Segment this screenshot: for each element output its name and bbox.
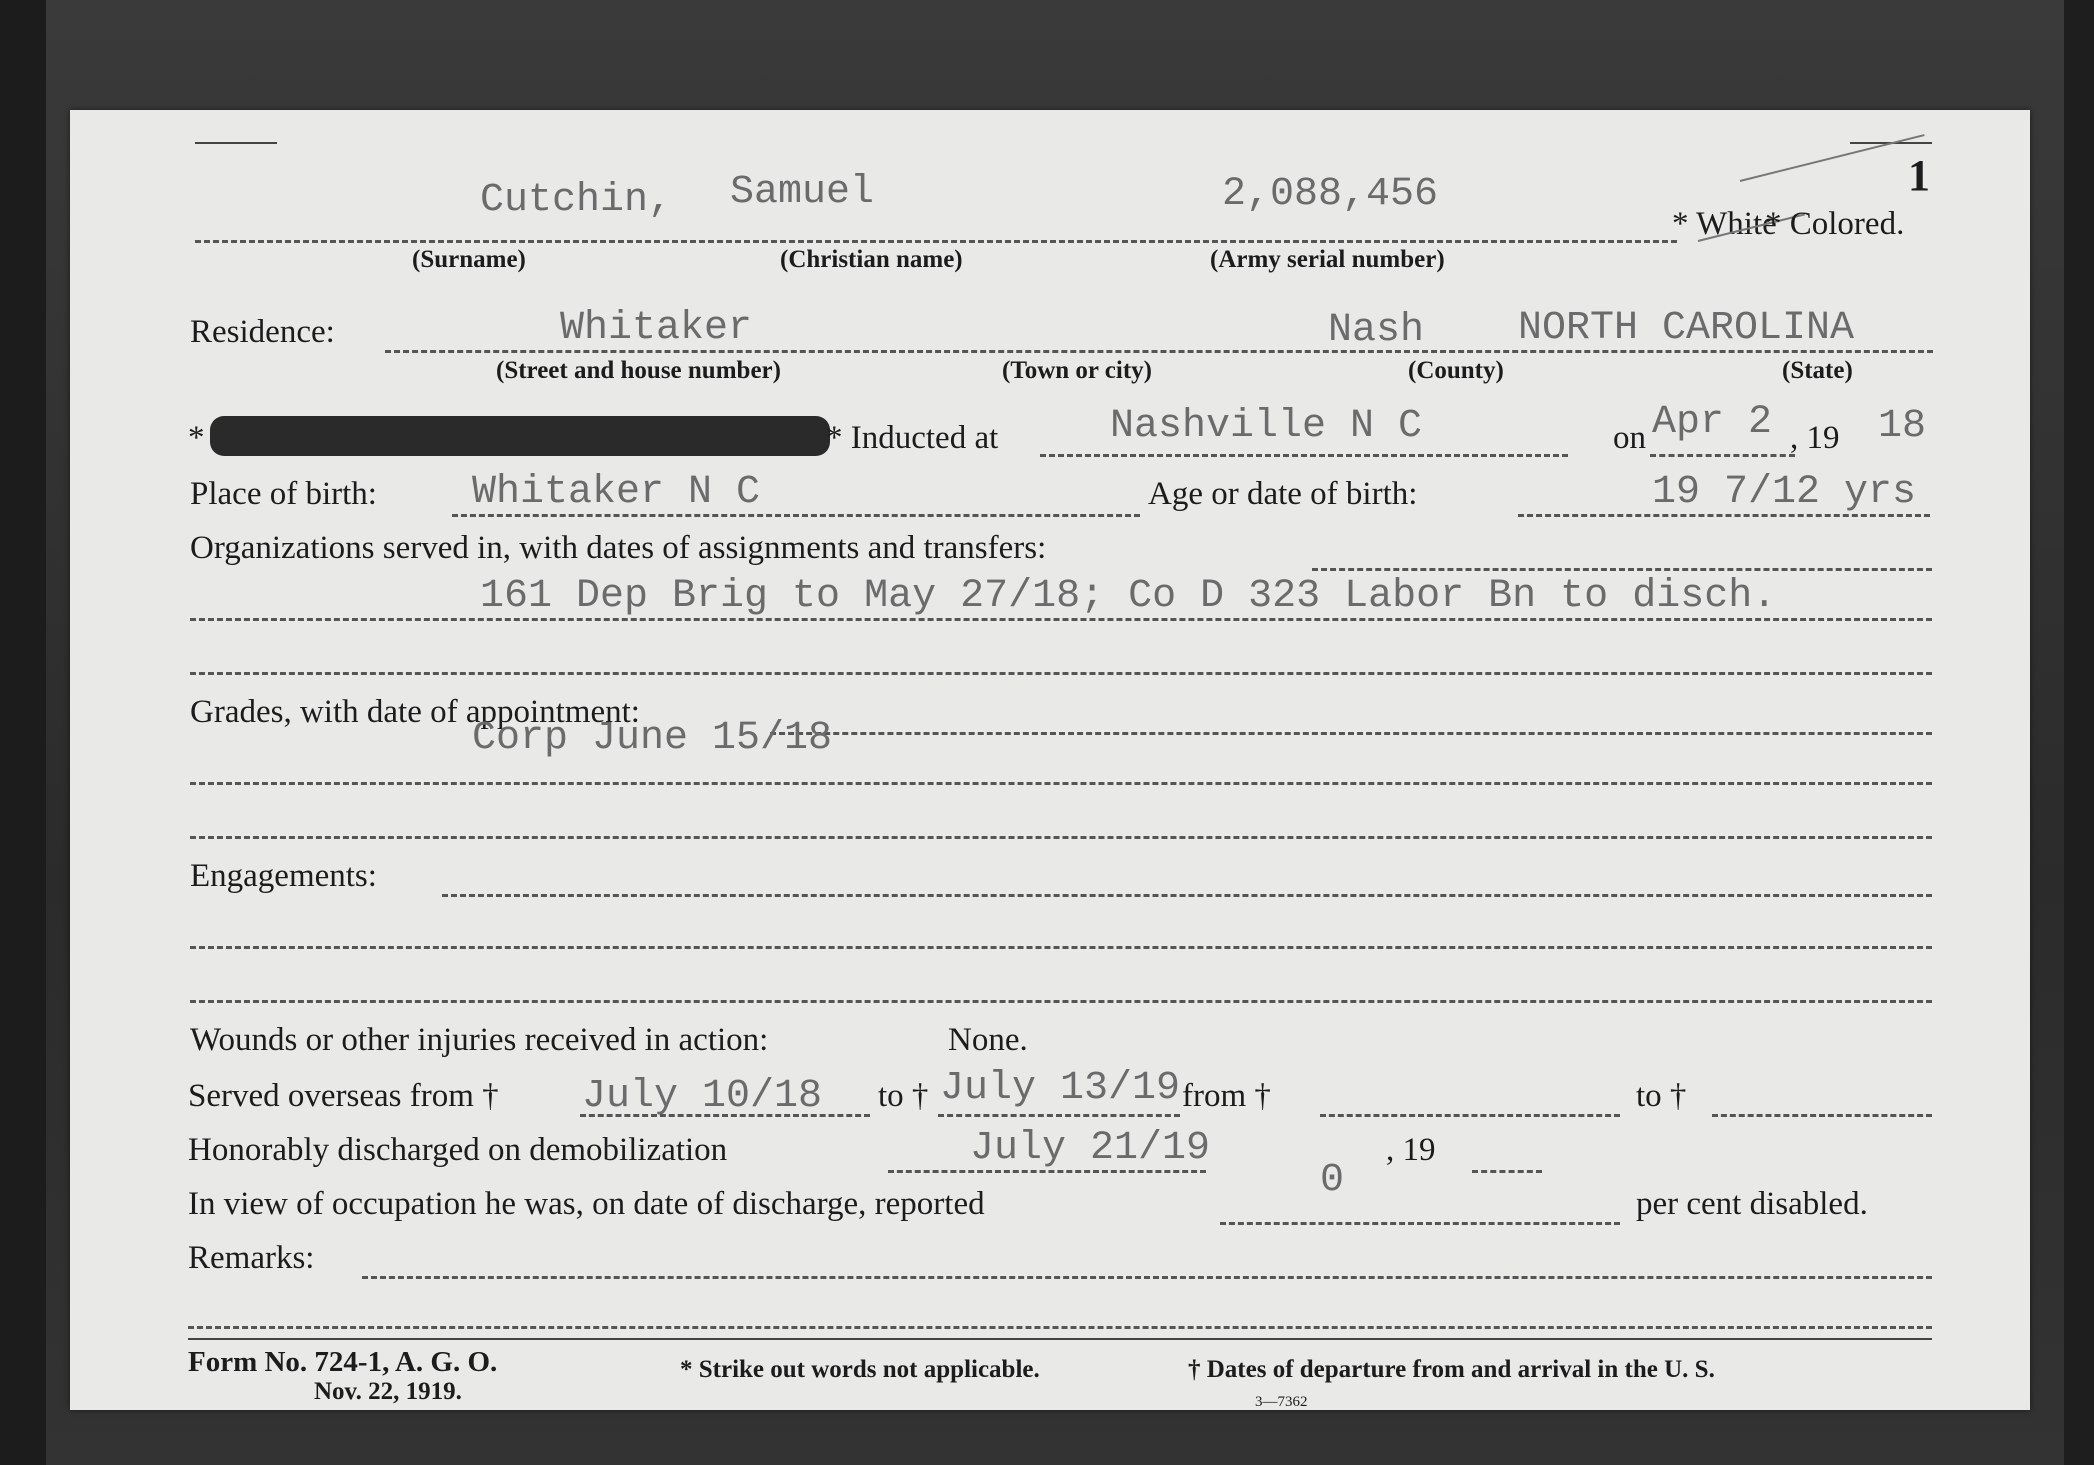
age-label: Age or date of birth: [1148,476,1418,512]
caption-town: (Town or city) [1002,357,1152,384]
print-code: 3—7362 [1255,1394,1308,1410]
residence-state-value: NORTH CAROLINA [1518,306,1855,351]
discharge-year-label: , 19 [1386,1132,1436,1168]
remarks-label: Remarks: [188,1240,315,1276]
discharge-year-line [1472,1170,1542,1173]
disability-label: In view of occupation he was, on date of discharge, reported [188,1186,985,1222]
strike-mark [1740,134,1925,182]
remarks-line-2 [188,1326,1932,1329]
overseas-from-line [580,1114,870,1117]
induction-date-line [1650,454,1795,457]
engagements-line-1 [442,894,1932,897]
name-line [195,240,1677,243]
age-line [1518,514,1930,517]
induction-year-value: 18 [1878,404,1927,449]
form-date: Nov. 22, 1919. [314,1378,462,1405]
residence-street-value: Whitaker [560,306,753,351]
inducted-at-label: * Inducted at [826,420,999,456]
grades-line-1 [770,732,1932,735]
birth-place-label: Place of birth: [190,476,377,512]
induction-line [1040,454,1568,457]
inducted-at-value: Nashville N C [1110,404,1423,449]
organizations-line-3 [190,672,1932,675]
form-number: Form No. 724-1, A. G. O. [188,1346,498,1378]
race-white-option: * White [1672,206,1777,242]
induction-asterisk: * [188,420,205,456]
caption-street: (Street and house number) [496,357,781,384]
overseas-to2-line [1712,1114,1932,1117]
overseas-to-label: to † [878,1078,929,1114]
induction-on-label: on [1613,420,1646,456]
footer-rule [188,1338,1932,1340]
caption-surname: (Surname) [412,246,526,273]
overseas-to2-label: to † [1636,1078,1687,1114]
grades-label: Grades, with date of appointment: [190,694,640,730]
wounds-label: Wounds or other injuries received in action: [190,1022,769,1058]
disability-line [1220,1222,1620,1225]
grades-line-3 [190,836,1932,839]
caption-christian: (Christian name) [780,246,963,273]
race-colored-option: * Colored. [1765,206,1905,242]
organizations-line-2 [190,618,1932,621]
disability-value: 0 [1320,1158,1345,1203]
overseas-from-label: Served overseas from † [188,1078,499,1114]
caption-state: (State) [1782,357,1853,384]
redacted-enlistment-options [210,416,830,456]
overseas-to-line [938,1114,1180,1117]
top-left-rule [195,142,277,144]
age-value: 19 7/12 yrs [1652,470,1917,515]
residence-line [385,350,1933,353]
surname-value: Cutchin, [480,178,673,223]
birth-place-line [452,514,1140,517]
grades-line-2 [190,782,1932,785]
induction-date-value: Apr 2 [1652,400,1773,445]
remarks-line-1 [362,1276,1932,1279]
induction-year-prefix: , 19 [1790,420,1840,456]
engagements-label: Engagements: [190,858,377,894]
organizations-line-1 [1312,568,1932,571]
service-record-card [70,110,2030,1410]
serial-number-value: 2,088,456 [1222,172,1439,217]
overseas-from2-line [1320,1114,1620,1117]
scan-left-edge [0,0,46,1465]
wounds-value: None. [948,1022,1028,1058]
residence-label: Residence: [190,314,335,350]
caption-county: (County) [1408,357,1504,384]
christian-name-value: Samuel [730,170,875,215]
engagements-line-3 [190,1000,1932,1003]
discharge-label: Honorably discharged on demobilization [188,1132,728,1168]
scan-right-edge [2064,0,2094,1465]
discharge-date-value: July 21/19 [970,1126,1211,1171]
residence-county-value: Nash [1328,308,1425,353]
overseas-to-value: July 13/19 [940,1066,1181,1111]
discharge-line [888,1170,1206,1173]
disability-suffix: per cent disabled. [1636,1186,1868,1222]
birth-place-value: Whitaker N C [472,470,761,515]
dates-note: † Dates of departure from and arrival in the U. S. [1188,1356,1715,1383]
organizations-entry: 161 Dep Brig to May 27/18; Co D 323 Labor Bn to disch. [480,574,1777,619]
overseas-from-value: July 10/18 [582,1074,823,1119]
caption-serial: (Army serial number) [1210,246,1445,273]
engagements-line-2 [190,946,1932,949]
card-number: 1 [1908,151,1930,200]
organizations-label: Organizations served in, with dates of assignments and transfers: [190,530,1047,566]
strike-out-note: * Strike out words not applicable. [680,1356,1040,1383]
overseas-from2-label: from † [1182,1078,1271,1114]
grades-entry: Corp June 15/18 [472,716,833,761]
